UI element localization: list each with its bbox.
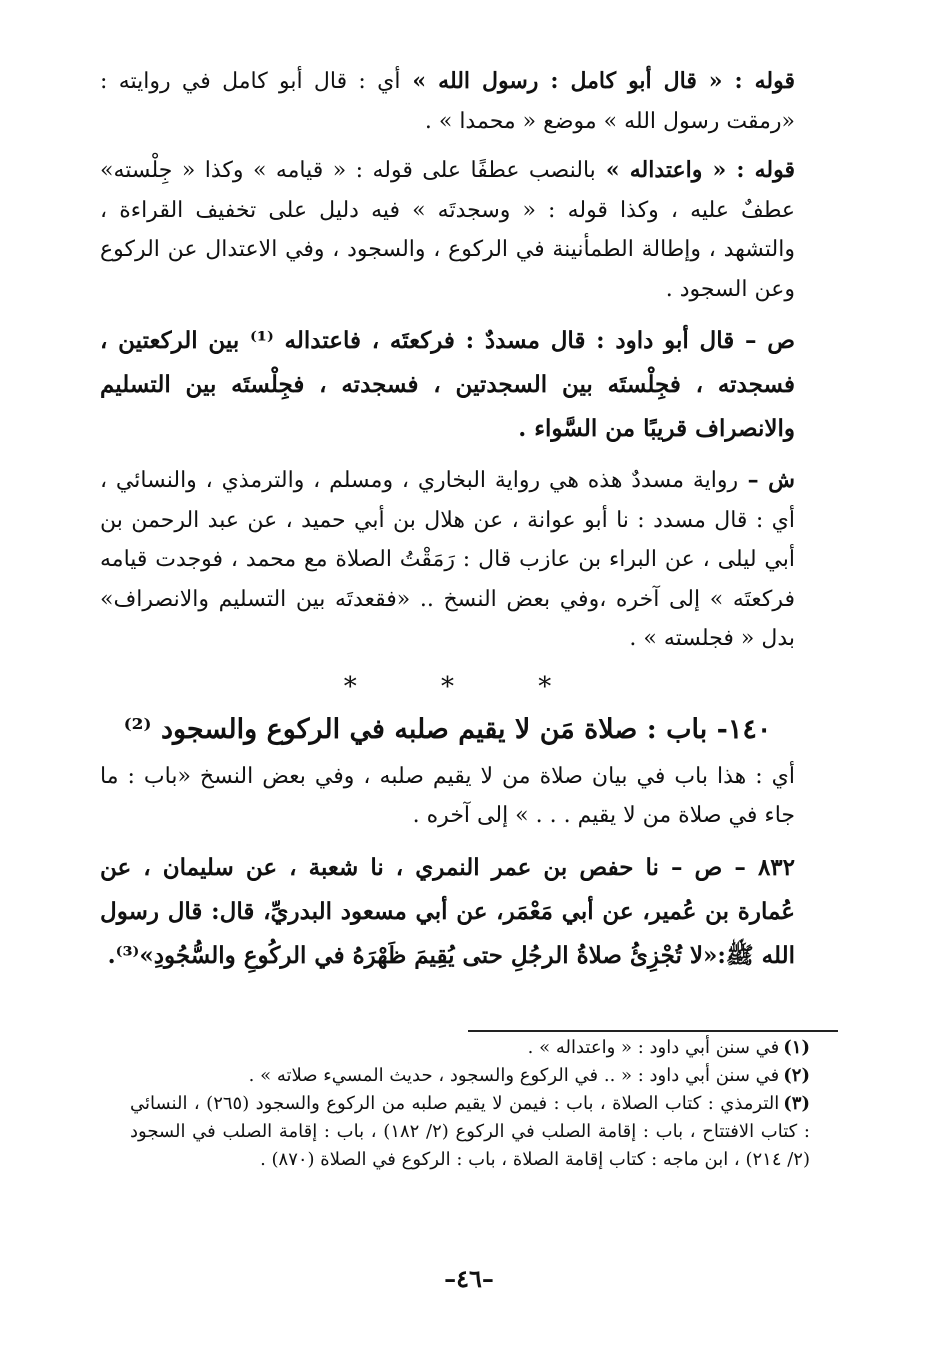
commentary-paragraph bbox=[100, 151, 795, 309]
chapter-title: ١٤٠- باب : صلاة مَن لا يقيم صلبه في الركوع والسجود ⁽²⁾ bbox=[123, 713, 772, 745]
paragraph-text: ٨٣٢ – ص – نا حفص بن عمر النمري ، نا شعبة ، عن سليمان ، عن عُمارة بن عُمير، عن أبي مَعْمَر، عن أبي مسعود البدريِّ، قال: قال رسول الله ﷺ:«لا تُجْزِئُ صلاةُ الرجُلِ حتى يُقِيمَ ظَهْرَهُ في الركُوعِ والسُّجُودِ»⁽³⁾. bbox=[100, 853, 795, 969]
section-separator: * * * bbox=[343, 671, 590, 702]
paragraph-lead: قوله : « قال أبو كامل : رسول الله » bbox=[400, 68, 795, 94]
paragraph-lead: ش – bbox=[738, 467, 795, 493]
paragraph-text: أي : هذا باب في بيان صلاة من لا يقيم صلبه ، وفي بعض النسخ «باب : ما جاء في صلاة من لا يقيم . . . » إلى آخره . bbox=[100, 763, 795, 828]
paragraph-text: رواية مسددٌ هذه هي رواية البخاري ، ومسلم ، والترمذي ، والنسائي ، أي : قال مسدد : نا أبو عوانة ، عن هلال بن أبي حميد ، عن عبد الرحمن بن أبي ليلى ، عن البراء بن عازب قال : رَمَقْتُ الصلاة مع محمد ، فوجدت قيامه فركعتَه » إلى آخره ،وفي بعض النسخ .. «فقعدتَه بين التسليم والانصراف» بدل « فجلسته » . bbox=[100, 468, 795, 651]
commentary-paragraph bbox=[100, 62, 795, 141]
footnote-text: الترمذي : كتاب الصلاة ، باب : فيمن لا يقيم صلبه من الركوع والسجود (٢٦٥) ، النسائي : كتاب الافتتاح ، باب : إقامة الصلب في الركوع (٢/ ١٨٢) ، باب : إقامة الصلب في السجود (٢/ ٢١٤) ، ابن ماجه : كتاب إقامة الصلاة ، باب : الركوع في الصلاة (٨٧٠) . bbox=[130, 1093, 810, 1170]
page-body bbox=[100, 62, 795, 988]
footnote-divider bbox=[468, 1030, 838, 1032]
footnote-number: (١) bbox=[783, 1037, 810, 1058]
footnote-number: (٣) bbox=[783, 1093, 810, 1114]
footnote bbox=[130, 1090, 810, 1174]
paragraph-lead: قوله : « واعتداله » bbox=[595, 157, 795, 183]
footnotes bbox=[130, 1034, 810, 1174]
paragraph-text: أي : قال أبو كامل في روايته : «رمقت رسول الله » موضع « محمدا » . bbox=[100, 69, 795, 134]
footnote bbox=[130, 1062, 810, 1090]
commentary-paragraph bbox=[100, 461, 795, 659]
page-number: –٤٦– bbox=[444, 1264, 494, 1293]
hadith-paragraph bbox=[100, 846, 795, 978]
text-paragraph bbox=[100, 319, 795, 451]
paragraph-text: ص – قال أبو داود : قال مسددٌ : فركعتَه ، فاعتداله ⁽¹⁾ بين الركعتين ، فسجدته ، فجِلْستَه بين السجدتين ، فسجدته ، فجِلْستَه بين التسليم والانصراف قريبًا من السَّواء . bbox=[100, 327, 796, 442]
chapter-intro bbox=[100, 757, 795, 836]
footnote-text: في سنن أبي داود : « واعتداله » . bbox=[527, 1037, 780, 1058]
paragraph-text: بالنصب عطفًا على قوله : « قيامه » وكذا « جِلْسته» عطفٌ عليه ، وكذا قوله : « وسجدتَه » فيه دليل على تخفيف القراءة ، والتشهد ، وإطالة الطمأنينة في الركوع ، والسجود ، وفي الاعتدال عن الركوع وعن السجود . bbox=[100, 158, 795, 302]
footnote-text: في سنن أبي داود : « .. في الركوع والسجود ، حديث المسيء صلاته » . bbox=[248, 1065, 780, 1086]
footnote bbox=[130, 1034, 810, 1062]
footnote-number: (٢) bbox=[783, 1065, 810, 1086]
